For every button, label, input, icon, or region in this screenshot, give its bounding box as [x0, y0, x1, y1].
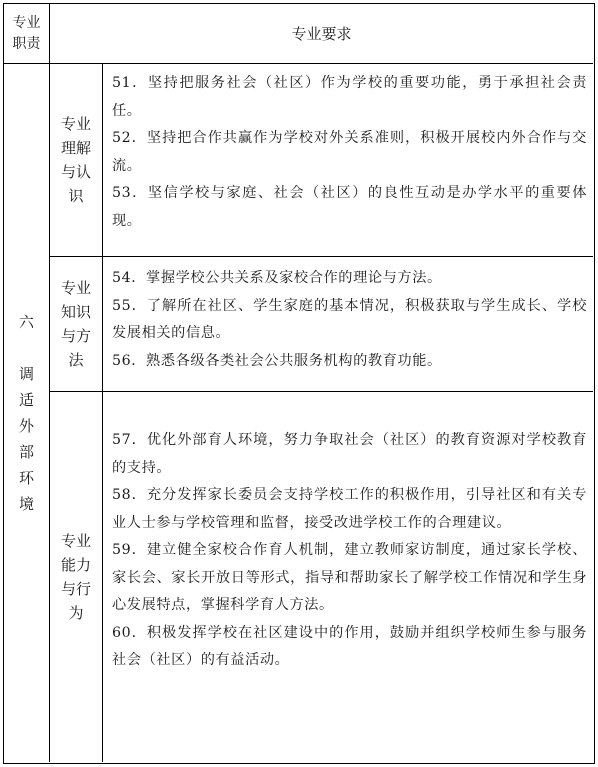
- row-divider-2: [49, 391, 593, 392]
- requirement-item: 57．优化外部育人环境，努力争取社会（社区）的教育资源对学校教育的支持。: [112, 432, 587, 476]
- row-divider-1: [49, 256, 593, 257]
- requirement-item: 56．熟悉各级各类社会公共服务机构的教育功能。: [112, 352, 442, 369]
- requirement-item: 53．坚信学校与家庭、社会（社区）的良性互动是办学水平的重要体现。: [112, 185, 587, 229]
- subsection-label-ability: [50, 392, 102, 762]
- subsection-content-ability: [103, 427, 593, 747]
- requirement-item: 59．建立健全家校合作育人机制，建立教师家访制度，通过家长学校、家长会、家长开放日等形式，指导和帮助家长了解学校工作情况和学生身心发展特点，掌握科学育人方法。: [112, 542, 587, 613]
- requirement-item: 51．坚持把服务社会（社区）作为学校的重要功能，勇于承担社会责任。: [112, 75, 587, 119]
- requirement-item: 55．了解所在社区、学生家庭的基本情况，积极获取与学生成长、学校发展相关的信息。: [112, 297, 587, 341]
- requirement-item: 58．充分发挥家长委员会支持学校工作的积极作用，引导社区和有关专业人士参与学校管理和监督，接受改进学校工作的合理建议。: [112, 487, 587, 531]
- section-label: [4, 64, 49, 762]
- subsection-label-understanding: [50, 64, 102, 256]
- section-title-char-3: 外: [18, 417, 34, 435]
- section-number: 六: [18, 313, 34, 331]
- header-requirements-text: 专业要求: [291, 24, 352, 43]
- header-duty-text: 专业职责: [12, 14, 41, 52]
- requirement-item: 54．掌握学校公共关系及家校合作的理论与方法。: [112, 270, 442, 286]
- subsection-label-text: 专业能力与行为: [60, 532, 91, 622]
- requirements-table: [3, 3, 595, 764]
- subsection-content-understanding: [103, 70, 593, 256]
- requirement-item: 52．坚持把合作共赢作为学校对外关系准则，积极开展校内外合作与交流。: [112, 130, 587, 174]
- subsection-content-knowledge: [103, 265, 593, 391]
- requirement-item: 60．积极发挥学校在社区建设中的作用，鼓励并组织学校师生参与服务社会（社区）的有益活动。: [112, 624, 587, 668]
- header-duty: [4, 4, 49, 63]
- header-requirements: [50, 4, 593, 63]
- section-title-char-2: 适: [18, 391, 34, 409]
- subsection-label-text: 专业知识与方法: [60, 279, 91, 369]
- section-title-char-4: 部: [18, 443, 34, 461]
- section-title-char-1: 调: [18, 365, 34, 383]
- subsection-label-knowledge: [50, 257, 102, 391]
- section-title-char-5: 环: [18, 469, 34, 487]
- subsection-label-text: 专业理解与认识: [60, 115, 91, 205]
- section-title-char-6: 境: [18, 495, 34, 513]
